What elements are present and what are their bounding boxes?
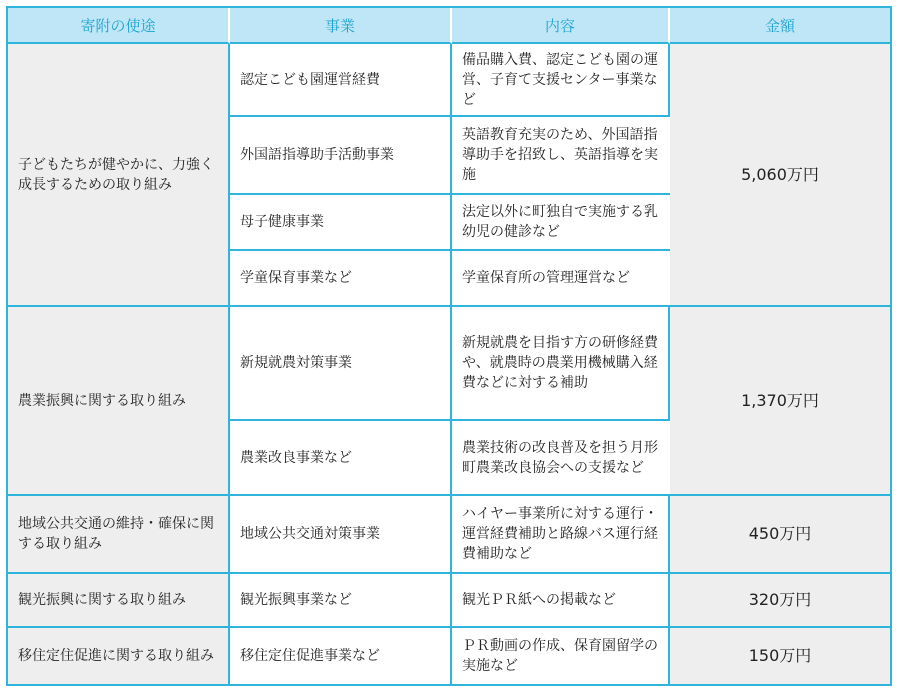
project-cell: 新規就農対策事業 [230, 307, 452, 421]
table-row [8, 574, 890, 628]
purpose-cell: 子どもたちが健やかに、力強く成長するための取り組み [8, 44, 230, 307]
project-cell: 観光振興事業など [230, 574, 452, 628]
project-cell: 学童保育事業など [230, 251, 452, 307]
header-row [8, 8, 890, 44]
header-purpose: 寄附の使途 [8, 8, 230, 44]
table-row [8, 307, 890, 421]
project-cell: 移住定住促進事業など [230, 628, 452, 684]
content-cell: 英語教育充実のため、外国語指導助手を招致し、英語指導を実施 [452, 117, 670, 195]
content-cell: 観光ＰＲ紙への掲載など [452, 574, 670, 628]
content-cell: 新規就農を目指す方の研修経費や、就農時の農業用機械購入経費などに対する補助 [452, 307, 670, 421]
header-content: 内容 [452, 8, 670, 44]
content-cell: ハイヤー事業所に対する運行・運営経費補助と路線バス運行経費補助など [452, 496, 670, 574]
project-cell: 認定こども園運営経費 [230, 44, 452, 117]
donation-usage-table [6, 6, 892, 686]
amount-cell: 150万円 [670, 628, 890, 684]
purpose-cell: 移住定住促進に関する取り組み [8, 628, 230, 684]
table-row [8, 628, 890, 684]
purpose-cell: 農業振興に関する取り組み [8, 307, 230, 496]
content-cell: ＰＲ動画の作成、保育園留学の実施など [452, 628, 670, 684]
project-cell: 地域公共交通対策事業 [230, 496, 452, 574]
amount-cell: 5,060万円 [670, 44, 890, 307]
header-project: 事業 [230, 8, 452, 44]
amount-cell: 450万円 [670, 496, 890, 574]
purpose-cell: 地域公共交通の維持・確保に関する取り組み [8, 496, 230, 574]
content-cell: 法定以外に町独自で実施する乳幼児の健診など [452, 195, 670, 251]
amount-cell: 1,370万円 [670, 307, 890, 496]
amount-cell: 320万円 [670, 574, 890, 628]
project-cell: 農業改良事業など [230, 421, 452, 496]
purpose-cell: 観光振興に関する取り組み [8, 574, 230, 628]
header-amount: 金額 [670, 8, 890, 44]
content-cell: 備品購入費、認定こども園の運営、子育て支援センター事業など [452, 44, 670, 117]
project-cell: 母子健康事業 [230, 195, 452, 251]
content-cell: 農業技術の改良普及を担う月形町農業改良協会への支援など [452, 421, 670, 496]
content-cell: 学童保育所の管理運営など [452, 251, 670, 307]
table-row [8, 496, 890, 574]
project-cell: 外国語指導助手活動事業 [230, 117, 452, 195]
donation-usage-table-container [6, 6, 892, 686]
table-row [8, 44, 890, 117]
